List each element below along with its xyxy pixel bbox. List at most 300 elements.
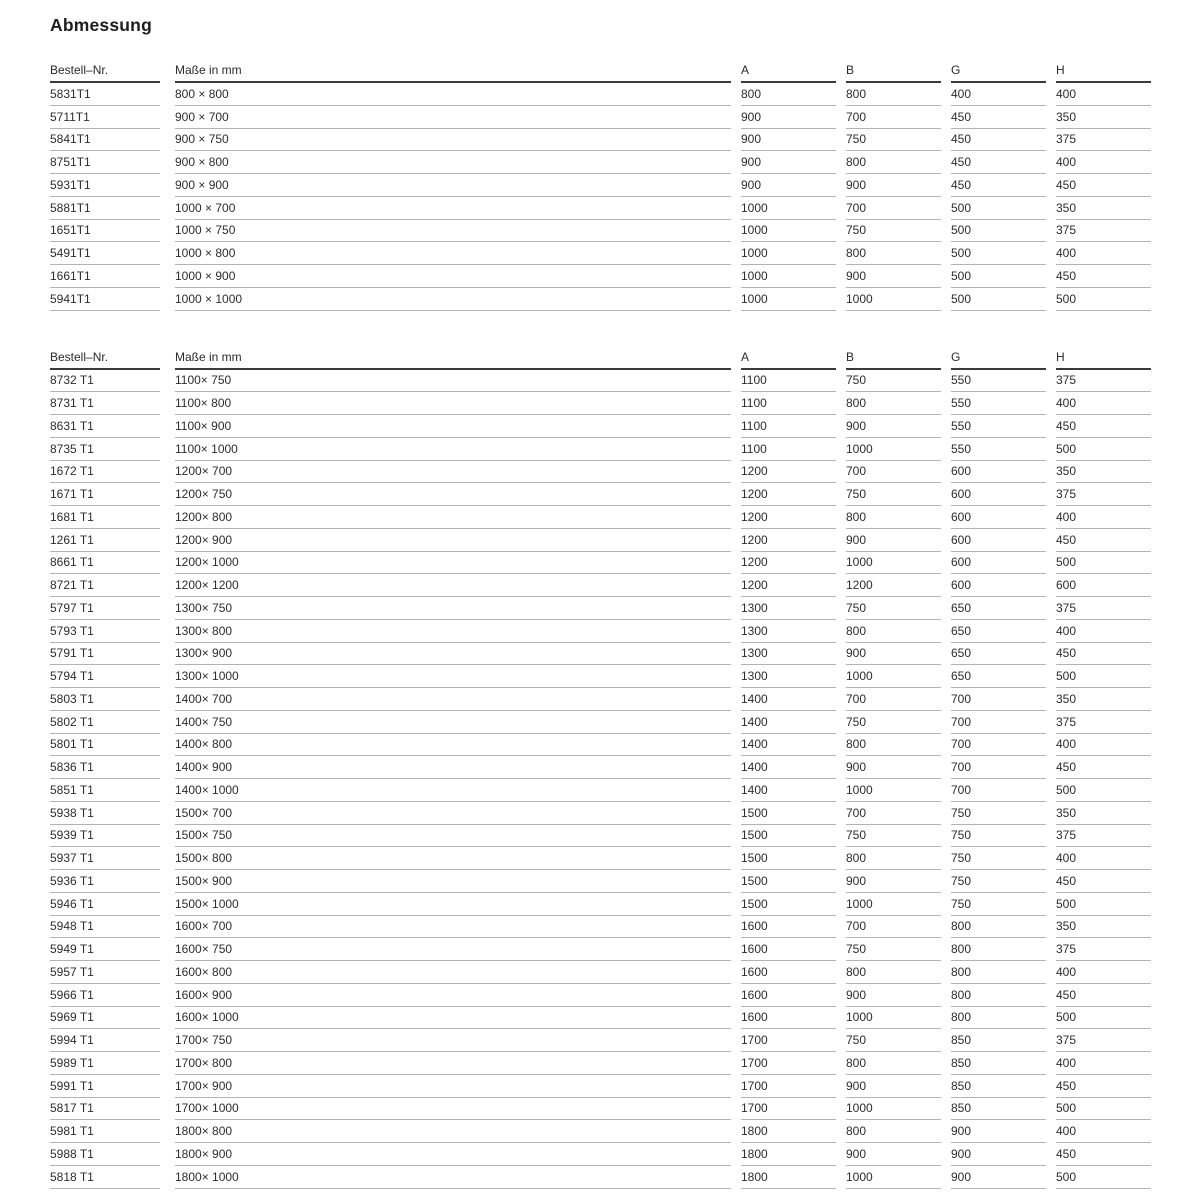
- cell-masse: 1300× 800: [175, 620, 731, 643]
- cell-a: 1700: [741, 1075, 836, 1098]
- column-header-h: H: [1056, 349, 1151, 370]
- cell-a: 1200: [741, 483, 836, 506]
- cell-h: 450: [1056, 174, 1151, 197]
- cell-masse: 1600× 750: [175, 938, 731, 961]
- cell-b: 800: [846, 151, 941, 174]
- cell-a: 900: [741, 106, 836, 129]
- table-row: [50, 597, 1151, 620]
- cell-b: 900: [846, 265, 941, 288]
- cell-h: 450: [1056, 643, 1151, 666]
- cell-bestell-nr: 5801 T1: [50, 734, 160, 757]
- cell-h: 350: [1056, 106, 1151, 129]
- table-row: [50, 802, 1151, 825]
- cell-masse: 1100× 800: [175, 392, 731, 415]
- cell-h: 400: [1056, 151, 1151, 174]
- cell-h: 350: [1056, 461, 1151, 484]
- table-row: [50, 1075, 1151, 1098]
- cell-g: 500: [951, 220, 1046, 243]
- table-row: [50, 552, 1151, 575]
- table-row: [50, 392, 1151, 415]
- cell-b: 800: [846, 620, 941, 643]
- cell-g: 750: [951, 870, 1046, 893]
- cell-g: 600: [951, 574, 1046, 597]
- cell-g: 400: [951, 83, 1046, 106]
- cell-b: 750: [846, 483, 941, 506]
- table-row: [50, 265, 1151, 288]
- table-header-row: [50, 62, 1151, 83]
- cell-b: 800: [846, 1120, 941, 1143]
- table-row: [50, 1007, 1151, 1030]
- cell-bestell-nr: 5937 T1: [50, 847, 160, 870]
- cell-a: 1500: [741, 893, 836, 916]
- table-row: [50, 288, 1151, 311]
- cell-b: 900: [846, 174, 941, 197]
- cell-a: 1500: [741, 847, 836, 870]
- cell-a: 1500: [741, 825, 836, 848]
- cell-masse: 1000 × 700: [175, 197, 731, 220]
- cell-g: 850: [951, 1029, 1046, 1052]
- cell-h: 450: [1056, 870, 1151, 893]
- cell-a: 1600: [741, 961, 836, 984]
- cell-bestell-nr: 5836 T1: [50, 756, 160, 779]
- cell-h: 350: [1056, 802, 1151, 825]
- column-header-a: A: [741, 62, 836, 83]
- table-row: [50, 106, 1151, 129]
- cell-masse: 1000 × 900: [175, 265, 731, 288]
- cell-h: 500: [1056, 288, 1151, 311]
- cell-h: 500: [1056, 893, 1151, 916]
- cell-g: 800: [951, 916, 1046, 939]
- cell-masse: 1400× 700: [175, 688, 731, 711]
- table-row: [50, 1029, 1151, 1052]
- cell-a: 900: [741, 174, 836, 197]
- cell-a: 1300: [741, 665, 836, 688]
- cell-masse: 1300× 750: [175, 597, 731, 620]
- cell-h: 375: [1056, 129, 1151, 152]
- cell-b: 1200: [846, 574, 941, 597]
- column-header-g: G: [951, 62, 1046, 83]
- cell-a: 1600: [741, 916, 836, 939]
- table-row: [50, 1098, 1151, 1121]
- cell-b: 1000: [846, 288, 941, 311]
- cell-masse: 1000 × 1000: [175, 288, 731, 311]
- cell-b: 800: [846, 961, 941, 984]
- cell-bestell-nr: 5938 T1: [50, 802, 160, 825]
- cell-a: 1300: [741, 620, 836, 643]
- cell-a: 1800: [741, 1143, 836, 1166]
- cell-g: 700: [951, 756, 1046, 779]
- cell-bestell-nr: 5957 T1: [50, 961, 160, 984]
- cell-b: 750: [846, 1029, 941, 1052]
- cell-bestell-nr: 5931T1: [50, 174, 160, 197]
- cell-b: 1000: [846, 1007, 941, 1030]
- cell-h: 375: [1056, 1029, 1151, 1052]
- cell-bestell-nr: 8721 T1: [50, 574, 160, 597]
- table-row: [50, 220, 1151, 243]
- cell-masse: 900 × 800: [175, 151, 731, 174]
- cell-bestell-nr: 5851 T1: [50, 779, 160, 802]
- cell-g: 700: [951, 711, 1046, 734]
- table-row: [50, 620, 1151, 643]
- cell-g: 450: [951, 106, 1046, 129]
- cell-a: 1400: [741, 734, 836, 757]
- cell-a: 1500: [741, 870, 836, 893]
- cell-h: 500: [1056, 779, 1151, 802]
- cell-bestell-nr: 5991 T1: [50, 1075, 160, 1098]
- cell-a: 1200: [741, 461, 836, 484]
- table-row: [50, 438, 1151, 461]
- cell-h: 500: [1056, 665, 1151, 688]
- cell-masse: 1800× 800: [175, 1120, 731, 1143]
- cell-a: 1000: [741, 242, 836, 265]
- cell-g: 850: [951, 1098, 1046, 1121]
- cell-bestell-nr: 5988 T1: [50, 1143, 160, 1166]
- table-row: [50, 870, 1151, 893]
- cell-b: 800: [846, 847, 941, 870]
- cell-h: 500: [1056, 1098, 1151, 1121]
- table-row: [50, 711, 1151, 734]
- cell-masse: 1400× 750: [175, 711, 731, 734]
- cell-g: 800: [951, 984, 1046, 1007]
- cell-b: 750: [846, 597, 941, 620]
- cell-a: 1600: [741, 938, 836, 961]
- column-header-b: B: [846, 62, 941, 83]
- cell-masse: 1000 × 800: [175, 242, 731, 265]
- cell-masse: 900 × 900: [175, 174, 731, 197]
- cell-a: 1800: [741, 1166, 836, 1189]
- cell-masse: 1500× 900: [175, 870, 731, 893]
- table-row: [50, 1166, 1151, 1189]
- cell-h: 450: [1056, 756, 1151, 779]
- cell-a: 1700: [741, 1052, 836, 1075]
- cell-b: 1000: [846, 1098, 941, 1121]
- cell-h: 450: [1056, 265, 1151, 288]
- cell-g: 850: [951, 1075, 1046, 1098]
- cell-h: 500: [1056, 552, 1151, 575]
- cell-h: 400: [1056, 734, 1151, 757]
- cell-masse: 900 × 750: [175, 129, 731, 152]
- cell-g: 750: [951, 847, 1046, 870]
- cell-h: 400: [1056, 847, 1151, 870]
- cell-h: 375: [1056, 711, 1151, 734]
- cell-a: 1000: [741, 220, 836, 243]
- cell-g: 650: [951, 665, 1046, 688]
- cell-b: 700: [846, 197, 941, 220]
- cell-g: 700: [951, 779, 1046, 802]
- cell-b: 700: [846, 916, 941, 939]
- cell-masse: 900 × 700: [175, 106, 731, 129]
- cell-b: 900: [846, 756, 941, 779]
- cell-b: 800: [846, 83, 941, 106]
- cell-masse: 1300× 1000: [175, 665, 731, 688]
- dimensions-table-1: [50, 62, 1151, 311]
- cell-a: 1000: [741, 197, 836, 220]
- cell-h: 500: [1056, 1007, 1151, 1030]
- cell-masse: 1500× 750: [175, 825, 731, 848]
- table-row: [50, 984, 1151, 1007]
- cell-bestell-nr: 5936 T1: [50, 870, 160, 893]
- column-header-masse: Maße in mm: [175, 62, 731, 83]
- cell-g: 650: [951, 597, 1046, 620]
- cell-bestell-nr: 5948 T1: [50, 916, 160, 939]
- cell-g: 750: [951, 893, 1046, 916]
- cell-masse: 1400× 900: [175, 756, 731, 779]
- cell-masse: 1700× 1000: [175, 1098, 731, 1121]
- cell-bestell-nr: 5841T1: [50, 129, 160, 152]
- cell-a: 800: [741, 83, 836, 106]
- cell-masse: 1200× 800: [175, 506, 731, 529]
- cell-bestell-nr: 5803 T1: [50, 688, 160, 711]
- column-header-bestell-nr: Bestell–Nr.: [50, 349, 160, 370]
- column-header-bestell-nr: Bestell–Nr.: [50, 62, 160, 83]
- cell-masse: 1500× 1000: [175, 893, 731, 916]
- table-row: [50, 961, 1151, 984]
- cell-g: 600: [951, 552, 1046, 575]
- cell-b: 800: [846, 1052, 941, 1075]
- cell-g: 750: [951, 802, 1046, 825]
- cell-bestell-nr: 5969 T1: [50, 1007, 160, 1030]
- cell-masse: 1600× 800: [175, 961, 731, 984]
- table-row: [50, 483, 1151, 506]
- cell-bestell-nr: 5939 T1: [50, 825, 160, 848]
- cell-g: 900: [951, 1166, 1046, 1189]
- cell-bestell-nr: 5881T1: [50, 197, 160, 220]
- table-row: [50, 643, 1151, 666]
- cell-masse: 1600× 1000: [175, 1007, 731, 1030]
- cell-masse: 1700× 800: [175, 1052, 731, 1075]
- cell-bestell-nr: 5797 T1: [50, 597, 160, 620]
- cell-a: 1300: [741, 643, 836, 666]
- cell-h: 400: [1056, 961, 1151, 984]
- cell-a: 1600: [741, 1007, 836, 1030]
- cell-masse: 1200× 700: [175, 461, 731, 484]
- cell-b: 750: [846, 370, 941, 393]
- cell-bestell-nr: 5793 T1: [50, 620, 160, 643]
- cell-a: 1100: [741, 438, 836, 461]
- cell-b: 900: [846, 643, 941, 666]
- cell-bestell-nr: 5711T1: [50, 106, 160, 129]
- table-row: [50, 938, 1151, 961]
- cell-a: 1700: [741, 1029, 836, 1052]
- cell-a: 1400: [741, 711, 836, 734]
- cell-g: 550: [951, 370, 1046, 393]
- cell-g: 600: [951, 506, 1046, 529]
- cell-a: 1100: [741, 370, 836, 393]
- cell-bestell-nr: 8735 T1: [50, 438, 160, 461]
- cell-bestell-nr: 5949 T1: [50, 938, 160, 961]
- cell-masse: 1400× 1000: [175, 779, 731, 802]
- table-row: [50, 847, 1151, 870]
- cell-bestell-nr: 1681 T1: [50, 506, 160, 529]
- cell-h: 450: [1056, 1075, 1151, 1098]
- cell-bestell-nr: 1661T1: [50, 265, 160, 288]
- cell-h: 375: [1056, 370, 1151, 393]
- cell-b: 1000: [846, 893, 941, 916]
- cell-masse: 800 × 800: [175, 83, 731, 106]
- table-row: [50, 688, 1151, 711]
- cell-b: 1000: [846, 552, 941, 575]
- table-row: [50, 825, 1151, 848]
- cell-b: 700: [846, 688, 941, 711]
- cell-bestell-nr: 5994 T1: [50, 1029, 160, 1052]
- cell-masse: 1000 × 750: [175, 220, 731, 243]
- table-row: [50, 1052, 1151, 1075]
- cell-g: 500: [951, 288, 1046, 311]
- cell-a: 1300: [741, 597, 836, 620]
- cell-h: 400: [1056, 1052, 1151, 1075]
- cell-b: 900: [846, 1075, 941, 1098]
- cell-a: 1000: [741, 265, 836, 288]
- cell-bestell-nr: 5966 T1: [50, 984, 160, 1007]
- cell-bestell-nr: 8631 T1: [50, 415, 160, 438]
- cell-masse: 1400× 800: [175, 734, 731, 757]
- cell-h: 375: [1056, 220, 1151, 243]
- cell-a: 1200: [741, 574, 836, 597]
- cell-b: 1000: [846, 1166, 941, 1189]
- cell-h: 375: [1056, 825, 1151, 848]
- cell-bestell-nr: 5794 T1: [50, 665, 160, 688]
- cell-g: 500: [951, 242, 1046, 265]
- cell-masse: 1700× 750: [175, 1029, 731, 1052]
- cell-h: 350: [1056, 197, 1151, 220]
- cell-b: 700: [846, 106, 941, 129]
- cell-b: 800: [846, 734, 941, 757]
- cell-g: 550: [951, 438, 1046, 461]
- cell-masse: 1200× 750: [175, 483, 731, 506]
- cell-b: 750: [846, 711, 941, 734]
- cell-bestell-nr: 1671 T1: [50, 483, 160, 506]
- column-header-b: B: [846, 349, 941, 370]
- cell-masse: 1200× 900: [175, 529, 731, 552]
- cell-g: 600: [951, 483, 1046, 506]
- cell-g: 550: [951, 415, 1046, 438]
- cell-g: 900: [951, 1143, 1046, 1166]
- cell-b: 900: [846, 870, 941, 893]
- cell-a: 1100: [741, 415, 836, 438]
- cell-a: 1500: [741, 802, 836, 825]
- cell-h: 400: [1056, 506, 1151, 529]
- cell-masse: 1500× 700: [175, 802, 731, 825]
- cell-h: 450: [1056, 415, 1151, 438]
- cell-a: 1400: [741, 756, 836, 779]
- table-body: [50, 83, 1151, 311]
- cell-h: 450: [1056, 1143, 1151, 1166]
- cell-b: 1000: [846, 779, 941, 802]
- cell-h: 375: [1056, 597, 1151, 620]
- table-row: [50, 461, 1151, 484]
- cell-a: 900: [741, 151, 836, 174]
- cell-g: 600: [951, 529, 1046, 552]
- cell-h: 350: [1056, 916, 1151, 939]
- cell-masse: 1600× 700: [175, 916, 731, 939]
- cell-g: 500: [951, 197, 1046, 220]
- cell-a: 1200: [741, 506, 836, 529]
- table-row: [50, 1120, 1151, 1143]
- cell-bestell-nr: 5791 T1: [50, 643, 160, 666]
- cell-bestell-nr: 8732 T1: [50, 370, 160, 393]
- table-row: [50, 415, 1151, 438]
- table-row: [50, 151, 1151, 174]
- cell-bestell-nr: 5802 T1: [50, 711, 160, 734]
- cell-b: 900: [846, 1143, 941, 1166]
- page-title: Abmessung: [50, 15, 152, 35]
- table-row: [50, 370, 1151, 393]
- cell-b: 800: [846, 392, 941, 415]
- cell-masse: 1800× 900: [175, 1143, 731, 1166]
- cell-g: 650: [951, 643, 1046, 666]
- cell-bestell-nr: 5831T1: [50, 83, 160, 106]
- cell-h: 375: [1056, 483, 1151, 506]
- cell-b: 900: [846, 984, 941, 1007]
- cell-bestell-nr: 1651T1: [50, 220, 160, 243]
- cell-b: 750: [846, 938, 941, 961]
- cell-a: 1100: [741, 392, 836, 415]
- cell-bestell-nr: 5941T1: [50, 288, 160, 311]
- cell-h: 450: [1056, 984, 1151, 1007]
- cell-b: 1000: [846, 665, 941, 688]
- cell-a: 1700: [741, 1098, 836, 1121]
- cell-bestell-nr: 1261 T1: [50, 529, 160, 552]
- cell-g: 500: [951, 265, 1046, 288]
- cell-g: 850: [951, 1052, 1046, 1075]
- cell-bestell-nr: 5817 T1: [50, 1098, 160, 1121]
- cell-g: 750: [951, 825, 1046, 848]
- cell-b: 1000: [846, 438, 941, 461]
- cell-g: 450: [951, 129, 1046, 152]
- cell-g: 550: [951, 392, 1046, 415]
- table-row: [50, 756, 1151, 779]
- cell-h: 500: [1056, 1166, 1151, 1189]
- column-header-a: A: [741, 349, 836, 370]
- cell-bestell-nr: 5818 T1: [50, 1166, 160, 1189]
- cell-bestell-nr: 8731 T1: [50, 392, 160, 415]
- cell-a: 1200: [741, 552, 836, 575]
- table-row: [50, 574, 1151, 597]
- cell-a: 1400: [741, 688, 836, 711]
- cell-masse: 1300× 900: [175, 643, 731, 666]
- table-row: [50, 665, 1151, 688]
- table-row: [50, 779, 1151, 802]
- table-row: [50, 916, 1151, 939]
- cell-a: 1800: [741, 1120, 836, 1143]
- table-body: [50, 370, 1151, 1189]
- dimensions-table-2: [50, 349, 1151, 1189]
- cell-h: 400: [1056, 242, 1151, 265]
- cell-h: 350: [1056, 688, 1151, 711]
- cell-masse: 1100× 750: [175, 370, 731, 393]
- table-header-row: [50, 349, 1151, 370]
- cell-masse: 1100× 1000: [175, 438, 731, 461]
- table-row: [50, 529, 1151, 552]
- cell-g: 800: [951, 938, 1046, 961]
- cell-h: 450: [1056, 529, 1151, 552]
- cell-masse: 1700× 900: [175, 1075, 731, 1098]
- cell-g: 700: [951, 734, 1046, 757]
- cell-g: 800: [951, 1007, 1046, 1030]
- cell-g: 450: [951, 151, 1046, 174]
- cell-b: 800: [846, 506, 941, 529]
- cell-h: 400: [1056, 83, 1151, 106]
- cell-b: 750: [846, 220, 941, 243]
- cell-b: 900: [846, 415, 941, 438]
- table-row: [50, 83, 1151, 106]
- cell-masse: 1500× 800: [175, 847, 731, 870]
- cell-a: 1400: [741, 779, 836, 802]
- cell-h: 400: [1056, 1120, 1151, 1143]
- cell-masse: 1800× 1000: [175, 1166, 731, 1189]
- cell-bestell-nr: 5981 T1: [50, 1120, 160, 1143]
- cell-bestell-nr: 5989 T1: [50, 1052, 160, 1075]
